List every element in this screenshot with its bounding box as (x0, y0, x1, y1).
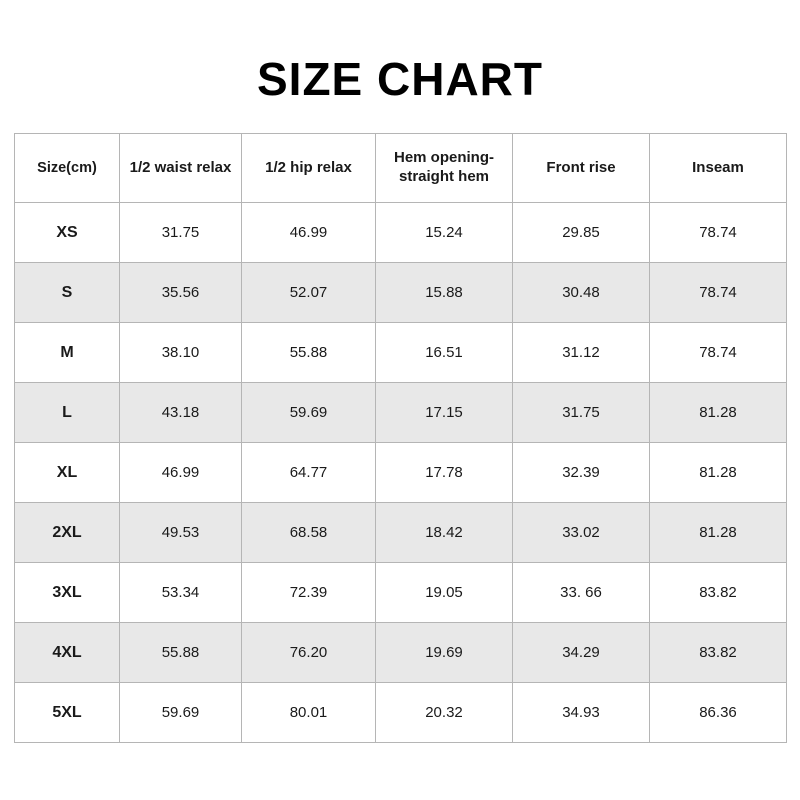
cell-inseam: 83.82 (650, 563, 787, 623)
cell-front-rise: 34.29 (513, 623, 650, 683)
cell-inseam: 78.74 (650, 203, 787, 263)
cell-half-waist-relax: 46.99 (120, 443, 242, 503)
table-row (15, 443, 787, 503)
column-header-half-waist-relax: 1/2 waist relax (120, 134, 242, 203)
cell-half-hip-relax: 55.88 (242, 323, 376, 383)
table-header (15, 134, 787, 203)
cell-front-rise: 31.12 (513, 323, 650, 383)
cell-half-waist-relax: 59.69 (120, 683, 242, 743)
cell-inseam: 83.82 (650, 623, 787, 683)
column-header-size: Size(cm) (15, 134, 120, 203)
cell-hem-opening: 16.51 (376, 323, 513, 383)
cell-inseam: 81.28 (650, 443, 787, 503)
cell-hem-opening: 15.88 (376, 263, 513, 323)
cell-half-hip-relax: 64.77 (242, 443, 376, 503)
cell-size: M (15, 323, 120, 383)
column-header-hem-opening-line2: straight hem (398, 168, 489, 185)
column-header-hem-opening-line1: Hem opening- (394, 149, 494, 167)
table-row (15, 203, 787, 263)
cell-half-hip-relax: 68.58 (242, 503, 376, 563)
cell-front-rise: 33.02 (513, 503, 650, 563)
column-header-half-hip-relax: 1/2 hip relax (242, 134, 376, 203)
cell-size: 4XL (15, 623, 120, 683)
size-chart-table-wrapper (14, 133, 786, 743)
table-row (15, 683, 787, 743)
cell-inseam: 78.74 (650, 263, 787, 323)
cell-half-hip-relax: 46.99 (242, 203, 376, 263)
cell-hem-opening: 19.05 (376, 563, 513, 623)
cell-front-rise: 30.48 (513, 263, 650, 323)
cell-half-hip-relax: 76.20 (242, 623, 376, 683)
cell-hem-opening: 19.69 (376, 623, 513, 683)
cell-half-hip-relax: 52.07 (242, 263, 376, 323)
cell-size: 3XL (15, 563, 120, 623)
cell-hem-opening: 20.32 (376, 683, 513, 743)
cell-half-waist-relax: 55.88 (120, 623, 242, 683)
page-title: SIZE CHART (257, 53, 543, 105)
cell-front-rise: 33. 66 (513, 563, 650, 623)
table-row (15, 263, 787, 323)
table-row (15, 323, 787, 383)
cell-size: S (15, 263, 120, 323)
cell-half-waist-relax: 35.56 (120, 263, 242, 323)
table-row (15, 383, 787, 443)
cell-inseam: 86.36 (650, 683, 787, 743)
cell-size: 5XL (15, 683, 120, 743)
cell-front-rise: 29.85 (513, 203, 650, 263)
cell-size: XS (15, 203, 120, 263)
cell-hem-opening: 17.78 (376, 443, 513, 503)
table-body (15, 203, 787, 743)
cell-inseam: 81.28 (650, 503, 787, 563)
column-header-front-rise: Front rise (513, 134, 650, 203)
table-row (15, 503, 787, 563)
cell-half-waist-relax: 49.53 (120, 503, 242, 563)
cell-front-rise: 32.39 (513, 443, 650, 503)
column-header-hem-opening (376, 134, 513, 203)
cell-front-rise: 31.75 (513, 383, 650, 443)
cell-half-waist-relax: 31.75 (120, 203, 242, 263)
cell-half-hip-relax: 72.39 (242, 563, 376, 623)
cell-inseam: 78.74 (650, 323, 787, 383)
table-row (15, 563, 787, 623)
column-header-inseam: Inseam (650, 134, 787, 203)
table-row (15, 623, 787, 683)
size-chart-table (14, 133, 787, 743)
cell-half-waist-relax: 53.34 (120, 563, 242, 623)
cell-size: 2XL (15, 503, 120, 563)
cell-hem-opening: 18.42 (376, 503, 513, 563)
cell-size: L (15, 383, 120, 443)
cell-half-hip-relax: 59.69 (242, 383, 376, 443)
table-header-row (15, 134, 787, 203)
cell-half-waist-relax: 38.10 (120, 323, 242, 383)
cell-size: XL (15, 443, 120, 503)
cell-front-rise: 34.93 (513, 683, 650, 743)
cell-inseam: 81.28 (650, 383, 787, 443)
cell-half-waist-relax: 43.18 (120, 383, 242, 443)
cell-hem-opening: 17.15 (376, 383, 513, 443)
cell-hem-opening: 15.24 (376, 203, 513, 263)
cell-half-hip-relax: 80.01 (242, 683, 376, 743)
